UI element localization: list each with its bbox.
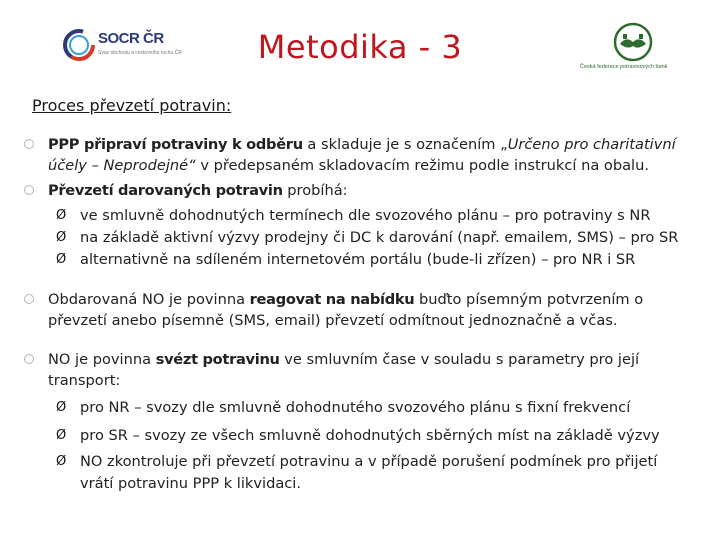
arrow-bullet-icon: Ø — [56, 230, 67, 245]
item-2-bold: Převzetí darovaných potravin — [48, 182, 283, 199]
item-1-text-2: v předepsaném skladovacím režimu podle instrukcí na obalu. — [195, 157, 649, 174]
item-3-text: Obdarovaná NO je povinna — [48, 291, 250, 308]
arrow-bullet-icon: Ø — [56, 208, 67, 223]
food-bank-logo — [582, 22, 682, 74]
sub-item-text: na základě aktivní výzvy prodejny či DC k darování (např. emailem, SMS) – pro SR — [80, 229, 679, 246]
page-title: Metodika - 3 — [257, 28, 463, 66]
sub-item-text: NO zkontroluje při převzetí potravinu a v případě porušení podmínek pro přijetí — [80, 453, 658, 470]
item-2-text: probíhá: — [282, 182, 348, 199]
sub-item-text: pro SR – svozy ze všech smluvně dohodnutých sběrných míst na základě výzvy — [80, 427, 660, 444]
arrow-bullet-icon: Ø — [56, 454, 67, 469]
content-list — [22, 134, 702, 495]
item-3-line-2: převzetí anebo písemně (SMS, email) převzetí odmítnout jednoznačně a včas. — [48, 312, 618, 329]
socr-logo-text: SOCR ČR — [98, 30, 164, 47]
food-bank-logo-caption: Česká federace potravinových bank — [580, 64, 668, 70]
item-3-text-2: buďto písemným potvrzením o — [414, 291, 644, 308]
item-1-italic: Určeno pro charitativní — [507, 136, 676, 153]
sub-item-text: ve smluvně dohodnutých termínech dle svozového plánu – pro potraviny s NR — [80, 207, 651, 224]
sub-list-item — [22, 397, 702, 419]
item-3-bold: reagovat na nabídku — [249, 291, 415, 308]
bullet-circle-icon — [24, 139, 34, 149]
sub-item-text: pro NR – svozy dle smluvně dohodnutého svozového plánu s fixní frekvencí — [80, 399, 631, 416]
sub-item-line-2: vrátí potravinu PPP k likvidaci. — [80, 475, 301, 492]
section-heading: Proces převzetí potravin: — [32, 96, 232, 115]
bullet-circle-icon — [24, 294, 34, 304]
list-item — [22, 180, 702, 201]
list-item — [22, 349, 702, 391]
sub-item-text: alternativně na sdíleném internetovém portálu (bude-li zřízen) – pro NR i SR — [80, 251, 636, 268]
sub-list-item — [22, 227, 702, 249]
bullet-circle-icon — [24, 185, 34, 195]
item-1-text: a skladuje je s označením „ — [302, 136, 508, 153]
sub-list-item — [22, 249, 702, 271]
item-1-bold: PPP připraví potraviny k odběru — [48, 136, 303, 153]
sub-list-item — [22, 425, 702, 447]
list-item — [22, 289, 702, 331]
item-1-italic-2: účely – Neprodejné“ — [48, 157, 196, 174]
food-bank-logo-icon — [608, 22, 658, 64]
bullet-circle-icon — [24, 354, 34, 364]
arrow-bullet-icon: Ø — [56, 400, 67, 415]
arrow-bullet-icon: Ø — [56, 428, 67, 443]
socr-logo-subtext: Svaz obchodu a cestovního ruchu ČR — [98, 50, 182, 56]
item-4-text-2: ve smluvním čase v souladu s parametry pro její — [279, 351, 640, 368]
sub-list-item — [22, 451, 702, 495]
item-4-bold: svézt potravinu — [155, 351, 280, 368]
item-4-line-2: transport: — [48, 372, 121, 389]
list-item — [22, 134, 702, 176]
item-4-text: NO je povinna — [48, 351, 156, 368]
arrow-bullet-icon: Ø — [56, 252, 67, 267]
sub-list-item — [22, 205, 702, 227]
